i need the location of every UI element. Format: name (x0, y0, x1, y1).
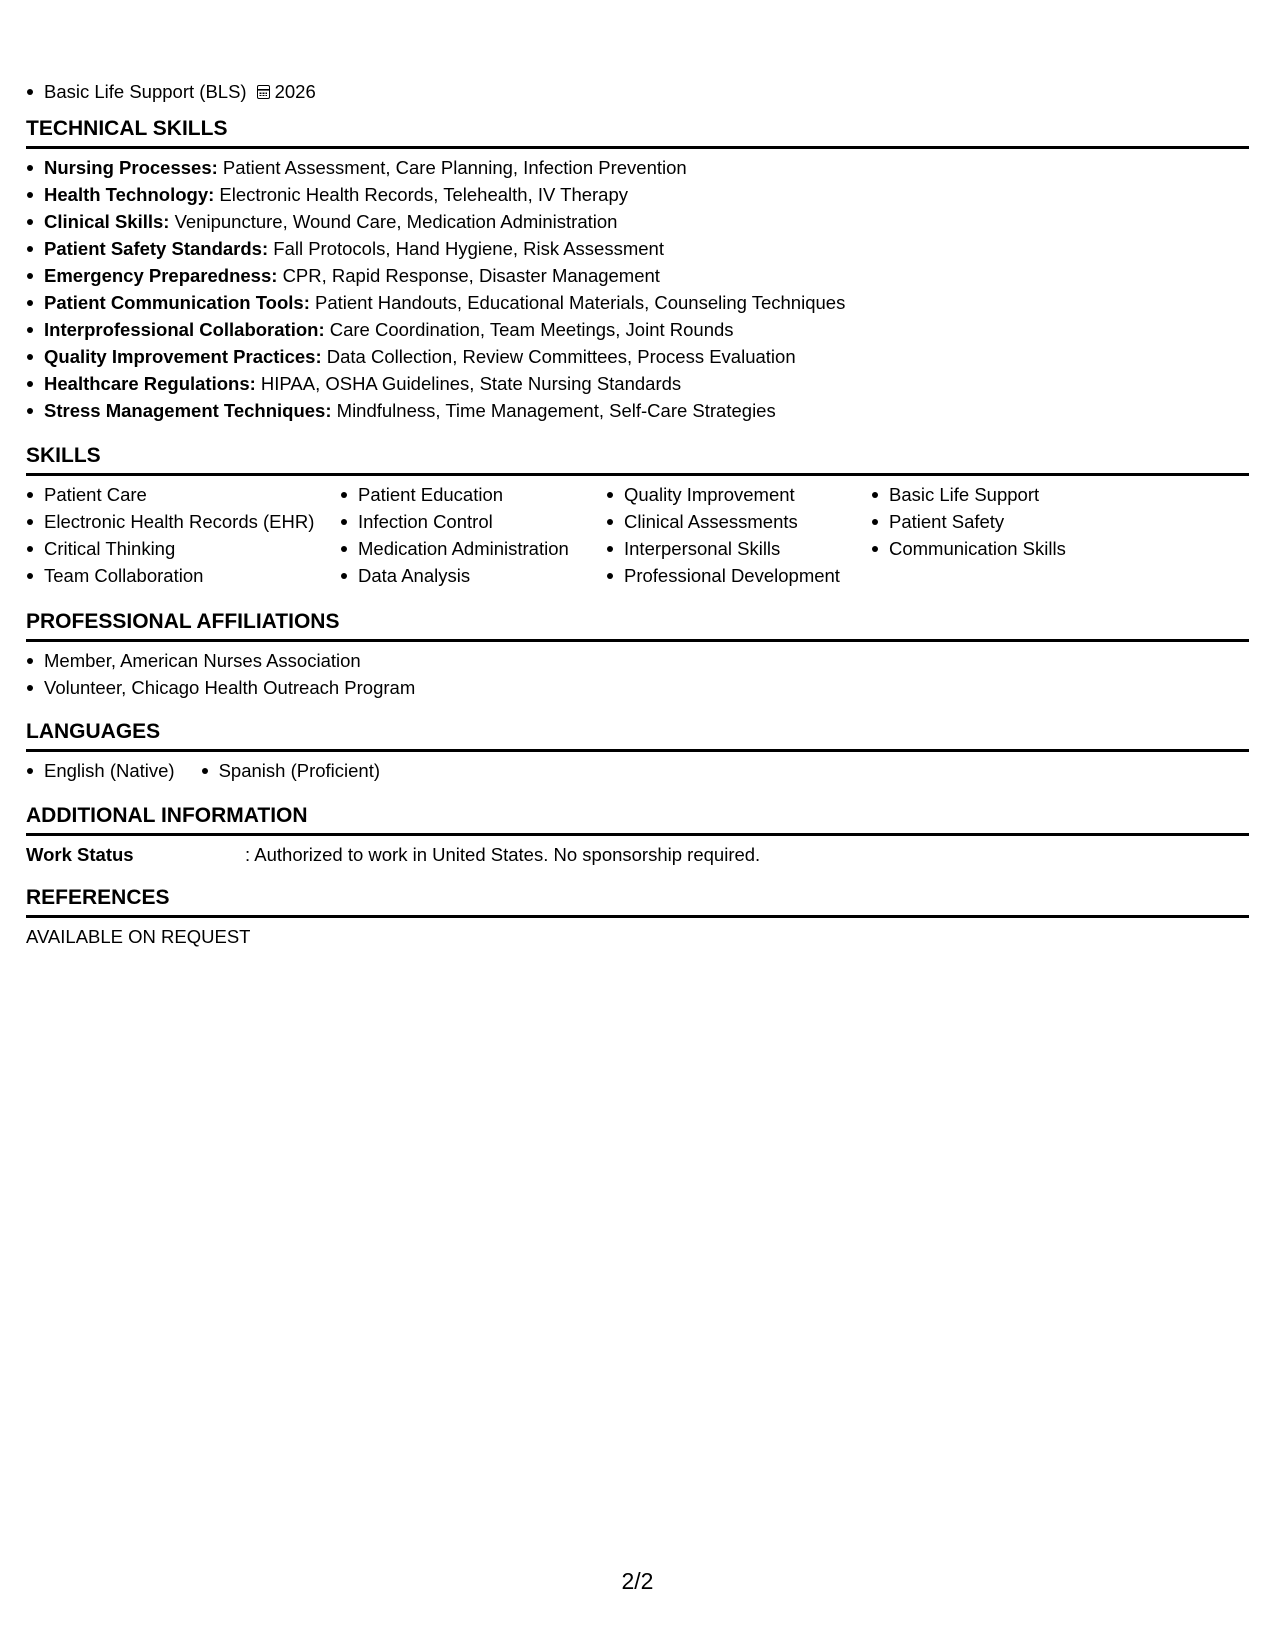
technical-skill-item (26, 235, 1249, 262)
skill-item: Interpersonal Skills (606, 535, 871, 562)
skill-item: Data Analysis (340, 562, 606, 589)
technical-skill-item (26, 181, 1249, 208)
affiliations-section (26, 609, 1249, 701)
resume-page (26, 0, 1249, 1650)
references-section (26, 885, 1249, 950)
technical-skill-item (26, 208, 1249, 235)
technical-skill-details: Care Coordination, Team Meetings, Joint Rounds (329, 319, 734, 340)
technical-skill-name: Patient Safety Standards: (44, 238, 269, 259)
skill-item: Patient Education (340, 481, 606, 508)
technical-skill-name: Interprofessional Collaboration: (44, 319, 325, 340)
calendar-icon (257, 85, 270, 99)
technical-skill-details: HIPAA, OSHA Guidelines, State Nursing Standards (260, 373, 682, 394)
certification-year: 2026 (274, 81, 316, 102)
technical-skill-details: Venipuncture, Wound Care, Medication Administration (174, 211, 618, 232)
technical-skill-item (26, 262, 1249, 289)
skill-item: Communication Skills (871, 535, 1171, 562)
work-status-row (26, 841, 1249, 868)
technical-skill-details: Electronic Health Records, Telehealth, IV Therapy (219, 184, 629, 205)
technical-skill-item (26, 343, 1249, 370)
technical-skill-name: Health Technology: (44, 184, 215, 205)
technical-skill-details: Mindfulness, Time Management, Self-Care Strategies (336, 400, 776, 421)
skill-item: Patient Care (26, 481, 340, 508)
technical-skill-name: Quality Improvement Practices: (44, 346, 322, 367)
technical-skill-name: Stress Management Techniques: (44, 400, 332, 421)
technical-skill-details: Patient Handouts, Educational Materials, Counseling Techniques (315, 292, 846, 313)
skill-item: Quality Improvement (606, 481, 871, 508)
skills-column (606, 481, 871, 589)
page-number: 2/2 (621, 1568, 654, 1594)
technical-skill-item (26, 370, 1249, 397)
certification-item (26, 78, 316, 105)
technical-skill-item (26, 316, 1249, 343)
skills-section (26, 443, 1249, 589)
technical-skill-item (26, 154, 1249, 181)
section-title-affiliations: PROFESSIONAL AFFILIATIONS (26, 609, 1249, 642)
skill-item: Infection Control (340, 508, 606, 535)
skill-item: Medication Administration (340, 535, 606, 562)
affiliations-list (26, 647, 1249, 701)
references-text: AVAILABLE ON REQUEST (26, 926, 251, 947)
technical-skill-name: Clinical Skills: (44, 211, 170, 232)
additional-info-section (26, 803, 1249, 868)
technical-skills-list (26, 154, 1249, 424)
skills-column (26, 481, 340, 589)
skills-grid (26, 481, 1249, 589)
languages-list (26, 757, 1249, 784)
skill-item: Electronic Health Records (EHR) (26, 508, 340, 535)
section-title-technical-skills: TECHNICAL SKILLS (26, 116, 1249, 149)
section-title-languages: LANGUAGES (26, 719, 1249, 752)
section-title-references: REFERENCES (26, 885, 1249, 918)
skill-item: Critical Thinking (26, 535, 340, 562)
affiliation-item: Volunteer, Chicago Health Outreach Program (26, 674, 1249, 701)
skill-item: Professional Development (606, 562, 871, 589)
skill-item: Clinical Assessments (606, 508, 871, 535)
certification-list (26, 78, 316, 105)
technical-skill-name: Nursing Processes: (44, 157, 218, 178)
work-status-label: Work Status (26, 844, 134, 865)
skills-column (340, 481, 606, 589)
technical-skill-details: Fall Protocols, Hand Hygiene, Risk Assessment (273, 238, 664, 259)
skill-item: Basic Life Support (871, 481, 1171, 508)
languages-section (26, 719, 1249, 784)
language-item: English (Native) (26, 757, 175, 784)
technical-skill-item (26, 397, 1249, 424)
section-title-skills: SKILLS (26, 443, 1249, 476)
technical-skill-name: Patient Communication Tools: (44, 292, 310, 313)
skill-item: Team Collaboration (26, 562, 340, 589)
section-title-additional-info: ADDITIONAL INFORMATION (26, 803, 1249, 836)
technical-skill-details: Patient Assessment, Care Planning, Infection Prevention (222, 157, 687, 178)
skills-column (871, 481, 1171, 589)
certification-name: Basic Life Support (BLS) (44, 81, 247, 102)
technical-skill-name: Emergency Preparedness: (44, 265, 278, 286)
technical-skill-name: Healthcare Regulations: (44, 373, 256, 394)
language-item: Spanish (Proficient) (201, 757, 380, 784)
technical-skill-details: CPR, Rapid Response, Disaster Management (282, 265, 660, 286)
technical-skill-details: Data Collection, Review Committees, Process Evaluation (326, 346, 796, 367)
skill-item: Patient Safety (871, 508, 1171, 535)
technical-skills-section (26, 116, 1249, 424)
technical-skill-item (26, 289, 1249, 316)
affiliation-item: Member, American Nurses Association (26, 647, 1249, 674)
work-status-value: : Authorized to work in United States. No sponsorship required. (245, 844, 761, 865)
